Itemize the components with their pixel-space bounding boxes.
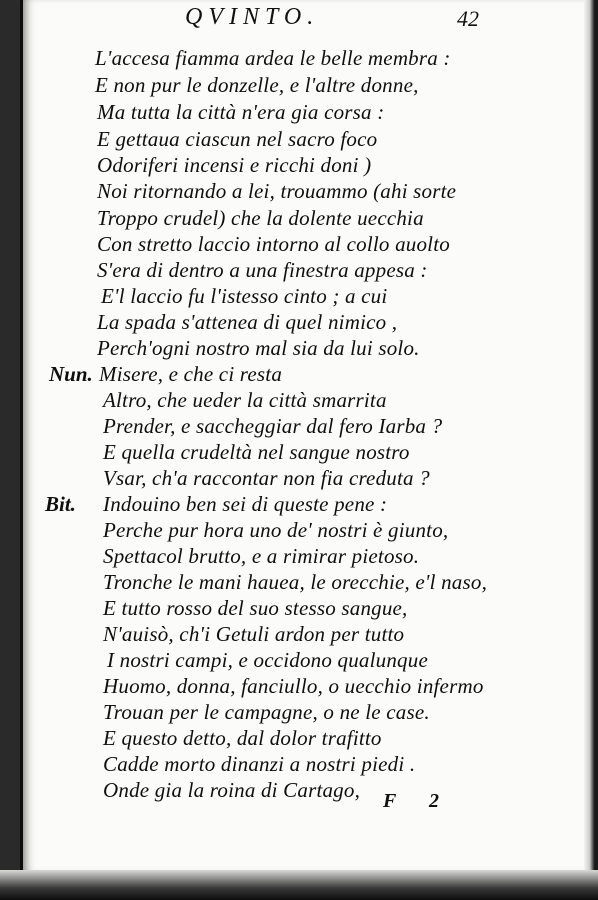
verse-line: L'accesa fiamma ardea le belle membra : [95,46,451,70]
verse-line: Noi ritornando a lei, trouammo (ahi sorte [97,179,457,203]
page-bottom-shadow [0,870,598,900]
verse-line: Misere, e che ci resta [99,362,283,386]
speaker-label: Bit. [45,492,76,516]
verse-line: Ma tutta la città n'era gia corsa : [97,100,385,124]
page-sheet [20,0,591,872]
verse-line: Con stretto laccio intorno al collo auolto [97,232,450,256]
page-edge-shadow [584,0,598,900]
verse-line: La spada s'attenea di quel nimico , [97,310,398,334]
verse-line: Huomo, donna, fanciullo, o uecchio infermo [103,674,484,698]
verse-line: E'l laccio fu l'istesso cinto ; a cui [101,284,388,308]
verse-line: Onde gia la roina di Cartago, [103,778,361,802]
speaker-label: Nun. [49,362,93,386]
verse-line: Vsar, ch'a raccontar non fia creduta ? [103,466,430,490]
verse-line: Perch'ogni nostro mal sia da lui solo. [97,336,420,360]
verse-line: Altro, che ueder la città smarrita [103,388,387,412]
page-number: 42 [457,6,479,31]
verse-line: Odoriferi incensi e ricchi doni ) [97,153,372,177]
verse-line: Perche pur hora uno de' nostri è giunto, [103,518,449,542]
verse-line: E tutto rosso del suo stesso sangue, [103,596,408,620]
verse-line: E gettaua ciascun nel sacro foco [97,127,378,151]
verse-line: S'era di dentro a una finestra appesa : [97,258,428,282]
verse-line: I nostri campi, e occidono qualunque [107,648,428,672]
verse-line: Spettacol brutto, e a rimirar pietoso. [103,544,420,568]
verse-line: Trouan per le campagne, o ne le case. [103,700,430,724]
signature-mark: F 2 [383,790,453,812]
verse-line: E non pur le donzelle, e l'altre donne, [95,73,419,97]
verse-line: Troppo crudel) che la dolente uecchia [97,206,424,230]
verse-line: E quella crudeltà nel sangue nostro [103,440,410,464]
verse-line: Indouino ben sei di queste pene : [103,492,388,516]
verse-line: N'auisò, ch'i Getuli ardon per tutto [103,622,405,646]
verse-line: E questo detto, dal dolor trafitto [103,726,382,750]
verse-line: Tronche le mani hauea, le orecchie, e'l naso, [103,570,488,594]
verse-line: Prender, e saccheggiar dal fero Iarba ? [103,414,443,438]
running-head: QVINTO. [185,4,320,30]
verse-line: Cadde morto dinanzi a nostri piedi . [103,752,416,776]
